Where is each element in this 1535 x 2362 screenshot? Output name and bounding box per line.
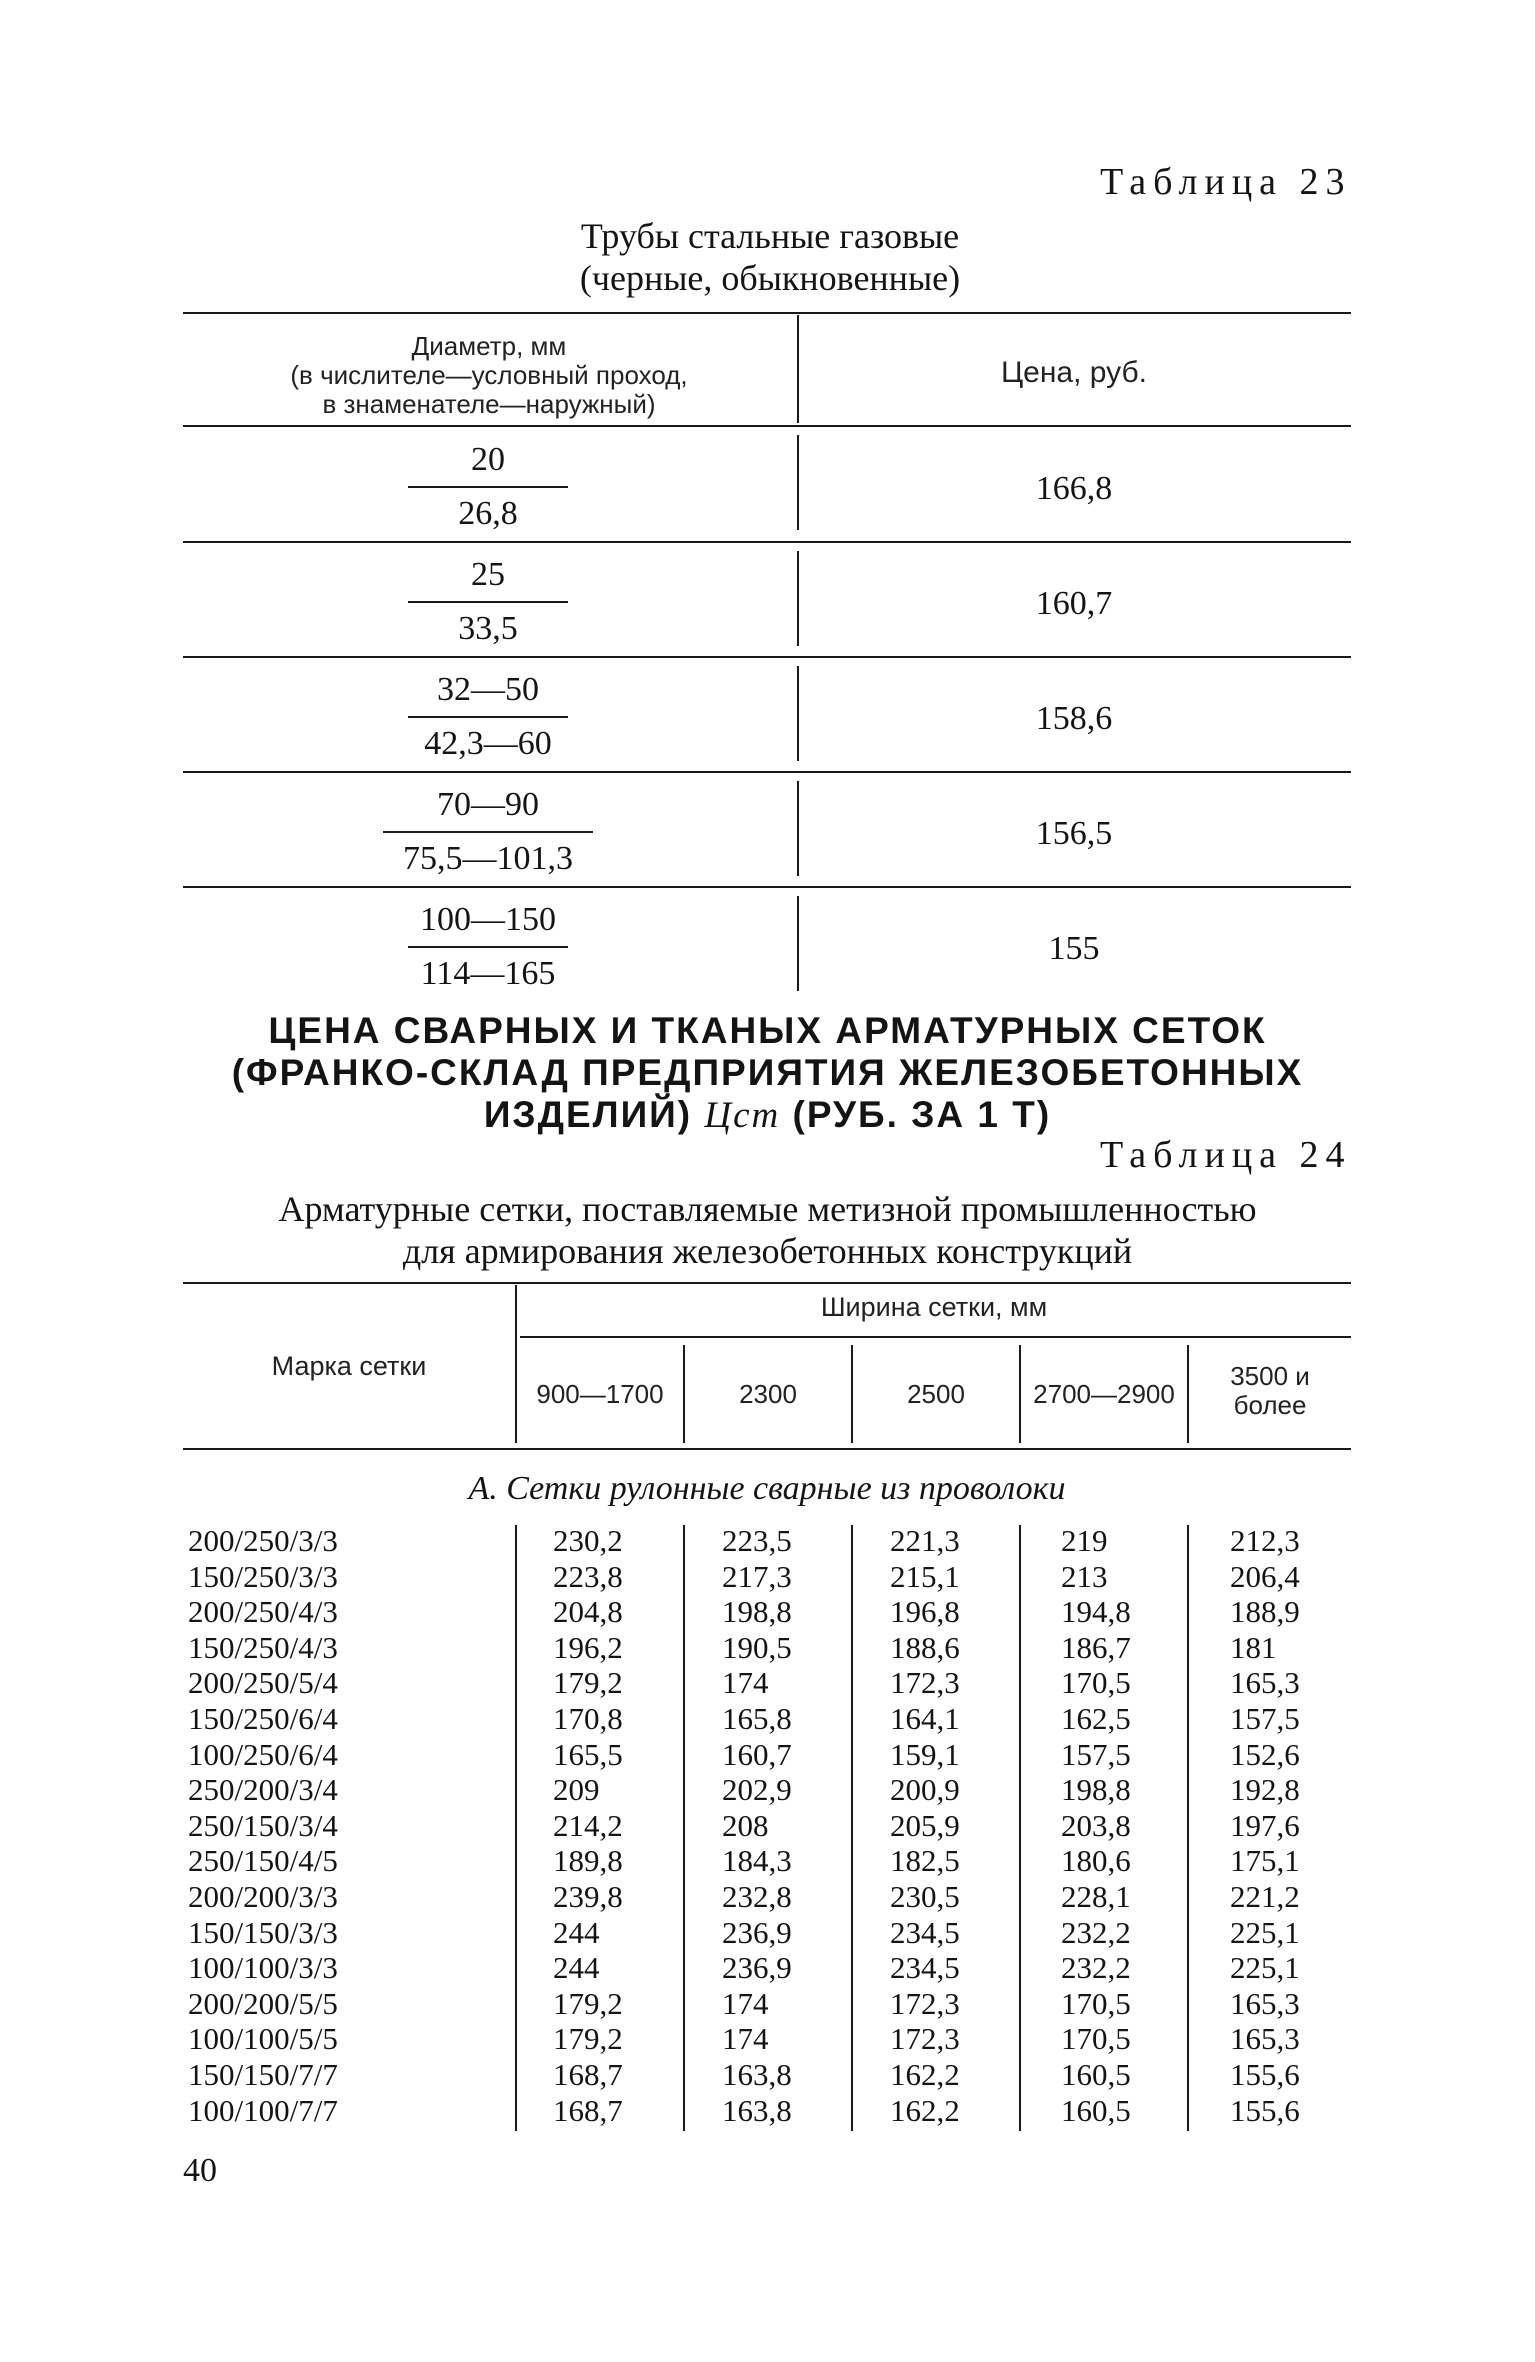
table-23-caption (460, 215, 1080, 299)
fraction-bar (408, 946, 568, 948)
price-cell: 228,1 (1061, 1879, 1131, 1914)
price-cell: 215,1 (890, 1558, 960, 1594)
column-separator (515, 1988, 517, 2025)
column-separator (515, 1739, 517, 1776)
price-cell: 230,2 (553, 1523, 623, 1558)
diameter-denominator: 114—165 (420, 955, 556, 992)
page-number: 40 (183, 2152, 217, 2189)
table-row (0, 2057, 1535, 2092)
price-cell: 239,8 (553, 1879, 623, 1914)
column-separator (515, 2095, 517, 2132)
section-heading-line3 (160, 1094, 1375, 1137)
table-23-row-rule (183, 656, 1351, 658)
column-separator (515, 2023, 517, 2060)
mesh-mark: 100/100/7/7 (188, 2092, 338, 2128)
fraction-bar (408, 601, 568, 603)
price-cell: 172,3 (890, 2021, 960, 2057)
column-separator (1187, 1881, 1189, 1918)
column-separator (683, 1952, 685, 1989)
column-separator (851, 1739, 853, 1776)
diameter-denominator: 75,5—101,3 (403, 840, 573, 877)
column-separator (515, 1952, 517, 1989)
table-row (0, 1879, 1535, 1914)
column-separator (1019, 1988, 1021, 2025)
price-cell: 230,5 (890, 1879, 960, 1914)
column-separator (1019, 2023, 1021, 2060)
column-separator (1019, 1667, 1021, 1704)
price-cell: 157,5 (1230, 1701, 1300, 1736)
price-cell: 170,5 (1061, 1985, 1131, 2021)
column-separator (851, 2059, 853, 2096)
column-separator (1187, 1845, 1189, 1882)
price-cell: 159,1 (890, 1736, 960, 1772)
price-cell: 188,6 (890, 1629, 960, 1665)
mesh-mark: 150/250/6/4 (188, 1701, 338, 1736)
price-cell: 168,7 (553, 2092, 623, 2128)
column-separator (515, 1561, 517, 1598)
table-row (0, 1559, 1535, 1594)
column-separator (1187, 1667, 1189, 1704)
price-cell: 188,9 (1230, 1594, 1300, 1630)
table-23-label: Таблица 23 (1100, 161, 1352, 203)
price-cell: 190,5 (722, 1629, 792, 1665)
column-separator (1019, 1561, 1021, 1598)
price-cell: 200,9 (890, 1772, 960, 1808)
price-cell: 170,5 (1061, 1665, 1131, 1701)
column-separator (515, 1917, 517, 1954)
column-separator (851, 1632, 853, 1669)
table-row (0, 1630, 1535, 1665)
price-cell: 157,5 (1061, 1736, 1131, 1772)
table-23-caption-line1: Трубы стальные газовые (580, 216, 960, 256)
column-separator (851, 1561, 853, 1598)
table-row (0, 1808, 1535, 1843)
price-cell: 160,5 (1061, 2092, 1131, 2128)
column-separator (1019, 1810, 1021, 1847)
column-separator (1019, 1703, 1021, 1740)
column-separator (683, 1917, 685, 1954)
table-23-row-rule (183, 541, 1351, 543)
column-separator (683, 1988, 685, 2025)
price-cell: 152,6 (1230, 1736, 1300, 1772)
column-separator (683, 1596, 685, 1633)
column-separator (851, 1774, 853, 1811)
column-separator (683, 1739, 685, 1776)
column-separator (683, 2059, 685, 2096)
price-cell: 232,8 (722, 1879, 792, 1914)
table-24-label: Таблица 24 (1100, 1134, 1352, 1176)
price-cell: 197,6 (1230, 1807, 1300, 1843)
column-separator (851, 1667, 853, 1704)
column-separator (683, 1703, 685, 1740)
table-23-row-rule (183, 886, 1351, 888)
mesh-mark: 150/250/3/3 (188, 1558, 338, 1594)
table-23-diameter-5 (378, 900, 598, 994)
mesh-mark: 150/150/3/3 (188, 1914, 338, 1950)
price-cell: 160,5 (1061, 2057, 1131, 2092)
column-separator (1019, 1596, 1021, 1633)
price-symbol: Цст (704, 1095, 781, 1136)
table-23-price-4: 156,5 (1035, 815, 1113, 852)
price-cell: 175,1 (1230, 1843, 1300, 1879)
header-diameter-line2: (в числителе—условный проход, (290, 360, 688, 390)
col-header-2700-2900: 2700—2900 (1033, 1379, 1175, 1409)
price-cell: 208 (722, 1807, 769, 1843)
price-cell: 202,9 (722, 1772, 792, 1808)
price-cell: 236,9 (722, 1914, 792, 1950)
table-row (0, 1737, 1535, 1772)
price-cell: 180,6 (1061, 1843, 1131, 1879)
table-23-diameter-4 (358, 785, 618, 879)
column-separator (1019, 1917, 1021, 1954)
column-separator (683, 2095, 685, 2132)
price-cell: 196,2 (553, 1629, 623, 1665)
column-separator (851, 1881, 853, 1918)
section-heading (160, 1010, 1375, 1137)
price-cell: 162,2 (890, 2092, 960, 2128)
price-cell: 223,8 (553, 1558, 623, 1594)
col-header-3500-line2: более (1233, 1390, 1307, 1420)
price-cell: 234,5 (890, 1914, 960, 1950)
column-separator (1187, 1774, 1189, 1811)
price-cell: 179,2 (553, 1985, 623, 2021)
table-row (0, 1523, 1535, 1558)
price-cell: 163,8 (722, 2057, 792, 2092)
column-separator (851, 2095, 853, 2132)
diameter-denominator: 33,5 (458, 610, 518, 647)
column-separator (1187, 2059, 1189, 2096)
mesh-mark: 150/250/4/3 (188, 1629, 338, 1665)
col-header-2500: 2500 (907, 1379, 965, 1409)
column-separator (1187, 1810, 1189, 1847)
price-cell: 221,2 (1230, 1879, 1300, 1914)
price-cell: 206,4 (1230, 1558, 1300, 1594)
column-separator (1019, 2095, 1021, 2132)
column-separator (683, 1561, 685, 1598)
column-separator (851, 1845, 853, 1882)
price-cell: 225,1 (1230, 1950, 1300, 1986)
table-24-caption-line1: Арматурные сетки, поставляемые метизной промышленностью (278, 1189, 1257, 1229)
price-cell: 163,8 (722, 2092, 792, 2128)
diameter-denominator: 42,3—60 (424, 725, 552, 762)
price-cell: 174 (722, 2021, 769, 2057)
price-cell: 172,3 (890, 1665, 960, 1701)
column-separator (1187, 1917, 1189, 1954)
column-separator (1187, 2095, 1189, 2132)
column-separator (851, 1988, 853, 2025)
table-23-diameter-2 (388, 555, 588, 649)
column-separator (515, 1881, 517, 1918)
column-separator (1187, 1525, 1189, 1562)
fraction-bar (383, 831, 593, 833)
column-separator (1187, 1596, 1189, 1633)
table-24-header-sub-rule (520, 1336, 1351, 1338)
price-cell: 165,8 (722, 1701, 792, 1736)
table-23-header-rule (183, 425, 1351, 427)
column-separator (1019, 1632, 1021, 1669)
column-separator (851, 1952, 853, 1989)
col-header-2300: 2300 (739, 1379, 797, 1409)
price-cell: 203,8 (1061, 1807, 1131, 1843)
column-separator (1187, 1561, 1189, 1598)
col-header-3500-plus (1189, 1362, 1351, 1420)
header-diameter-line3: в знаменателе—наружный) (322, 389, 656, 419)
column-separator (851, 1917, 853, 1954)
table-23-header-divider (797, 315, 799, 423)
price-cell: 165,5 (553, 1736, 623, 1772)
column-separator (515, 1596, 517, 1633)
diameter-numerator: 25 (471, 556, 505, 593)
table-row (0, 1950, 1535, 1985)
mesh-mark: 250/200/3/4 (188, 1772, 338, 1808)
column-separator (1019, 2059, 1021, 2096)
mesh-mark: 200/250/5/4 (188, 1665, 338, 1701)
section-heading-line2: (ФРАНКО-СКЛАД ПРЕДПРИЯТИЯ ЖЕЛЕЗОБЕТОННЫХ (231, 1052, 1304, 1093)
table-row (0, 2021, 1535, 2056)
table-24-caption (200, 1188, 1335, 1272)
fraction-bar (408, 486, 568, 488)
price-cell: 234,5 (890, 1950, 960, 1986)
column-separator (1187, 1703, 1189, 1740)
column-separator (851, 1810, 853, 1847)
col-header-3500-line1: 3500 и (1230, 1361, 1310, 1391)
price-cell: 182,5 (890, 1843, 960, 1879)
column-separator (683, 1632, 685, 1669)
price-cell: 232,2 (1061, 1914, 1131, 1950)
column-separator (1187, 1988, 1189, 2025)
column-separator (851, 1596, 853, 1633)
section-heading-line1: ЦЕНА СВАРНЫХ И ТКАНЫХ АРМАТУРНЫХ СЕТОК (268, 1010, 1267, 1051)
table-24-header-width: Ширина сетки, мм (820, 1292, 1048, 1322)
column-separator (1187, 1632, 1189, 1669)
price-cell: 223,5 (722, 1523, 792, 1558)
price-cell: 179,2 (553, 2021, 623, 2057)
column-separator (1187, 2023, 1189, 2060)
price-cell: 209 (553, 1772, 600, 1808)
mesh-mark: 200/250/3/3 (188, 1523, 338, 1558)
mesh-mark: 100/250/6/4 (188, 1736, 338, 1772)
mesh-mark: 200/200/5/5 (188, 1985, 338, 2021)
table-23-header-price: Цена, руб. (1000, 356, 1147, 389)
price-cell: 236,9 (722, 1950, 792, 1986)
mesh-mark: 250/150/4/5 (188, 1843, 338, 1879)
header-diameter-line1: Диаметр, мм (411, 331, 567, 361)
price-cell: 205,9 (890, 1807, 960, 1843)
mesh-mark: 100/100/3/3 (188, 1950, 338, 1986)
table-row (0, 1843, 1535, 1878)
price-cell: 165,3 (1230, 1665, 1300, 1701)
price-cell: 225,1 (1230, 1914, 1300, 1950)
mesh-mark: 200/250/4/3 (188, 1594, 338, 1630)
column-separator (515, 1774, 517, 1811)
price-cell: 214,2 (553, 1807, 623, 1843)
table-23-price-1: 166,8 (1035, 470, 1113, 507)
column-separator (515, 1525, 517, 1562)
column-separator (1019, 1881, 1021, 1918)
column-separator (1019, 1525, 1021, 1562)
column-separator (515, 1703, 517, 1740)
price-cell: 164,1 (890, 1701, 960, 1736)
price-cell: 162,5 (1061, 1701, 1131, 1736)
table-24-header-rule (183, 1448, 1351, 1450)
column-separator (1019, 1774, 1021, 1811)
price-cell: 174 (722, 1665, 769, 1701)
price-cell: 165,3 (1230, 2021, 1300, 2057)
price-cell: 170,5 (1061, 2021, 1131, 2057)
table-row (0, 1701, 1535, 1736)
price-cell: 217,3 (722, 1558, 792, 1594)
table-23-caption-line2: (черные, обыкновенные) (579, 258, 961, 298)
mesh-mark: 100/100/5/5 (188, 2021, 338, 2057)
column-separator (683, 1774, 685, 1811)
price-cell: 181 (1230, 1629, 1277, 1665)
table-row (0, 2093, 1535, 2128)
price-cell: 172,3 (890, 1985, 960, 2021)
price-cell: 186,7 (1061, 1629, 1131, 1665)
diameter-numerator: 70—90 (437, 786, 539, 823)
column-separator (1019, 1845, 1021, 1882)
table-24-header-mark: Марка сетки (271, 1351, 427, 1381)
price-cell: 162,2 (890, 2057, 960, 2092)
table-row (0, 1594, 1535, 1629)
table-23-price-3: 158,6 (1035, 700, 1113, 737)
column-separator (515, 2059, 517, 2096)
column-separator (683, 1810, 685, 1847)
column-separator (1187, 1739, 1189, 1776)
column-separator (683, 2023, 685, 2060)
price-cell: 194,8 (1061, 1594, 1131, 1630)
price-cell: 168,7 (553, 2057, 623, 2092)
table-23-price-5: 155 (1048, 930, 1100, 967)
column-separator (1019, 1739, 1021, 1776)
price-cell: 160,7 (722, 1736, 792, 1772)
price-cell: 204,8 (553, 1594, 623, 1630)
table-23-price-2: 160,7 (1035, 585, 1113, 622)
price-cell: 196,8 (890, 1594, 960, 1630)
table-23-diameter-1 (388, 440, 588, 534)
fraction-bar (408, 716, 568, 718)
price-cell: 189,8 (553, 1843, 623, 1879)
table-row (0, 1772, 1535, 1807)
table-row (0, 1915, 1535, 1950)
column-separator (515, 1845, 517, 1882)
diameter-numerator: 100—150 (420, 901, 556, 938)
column-separator (683, 1845, 685, 1882)
price-cell: 155,6 (1230, 2092, 1300, 2128)
price-cell: 155,6 (1230, 2057, 1300, 2092)
column-separator (683, 1881, 685, 1918)
column-separator (683, 1525, 685, 1562)
price-cell: 232,2 (1061, 1950, 1131, 1986)
price-cell: 198,8 (1061, 1772, 1131, 1808)
section-a-title: А. Сетки рулонные сварные из проволоки (468, 1470, 1066, 1507)
price-cell: 165,3 (1230, 1985, 1300, 2021)
price-cell: 174 (722, 1985, 769, 2021)
diameter-numerator: 20 (471, 441, 505, 478)
table-24-top-rule (183, 1282, 1351, 1284)
price-cell: 192,8 (1230, 1772, 1300, 1808)
table-row (0, 1665, 1535, 1700)
table-23-diameter-3 (368, 670, 608, 764)
heading-line3-start: ИЗДЕЛИЙ) (483, 1094, 693, 1135)
table-24-caption-line2: для армирования железобетонных конструкций (402, 1231, 1133, 1271)
col-header-900-1700: 900—1700 (536, 1379, 664, 1409)
column-separator (851, 1703, 853, 1740)
table-23-top-rule (183, 312, 1351, 314)
column-separator (515, 1810, 517, 1847)
column-separator (1187, 1952, 1189, 1989)
column-separator (515, 1667, 517, 1704)
table-row (0, 1986, 1535, 2021)
price-cell: 244 (553, 1950, 600, 1986)
price-cell: 219 (1061, 1523, 1108, 1558)
column-separator (1019, 1952, 1021, 1989)
table-23-header-diameter (183, 332, 795, 419)
price-cell: 212,3 (1230, 1523, 1300, 1558)
mesh-mark: 200/200/3/3 (188, 1879, 338, 1914)
price-cell: 198,8 (722, 1594, 792, 1630)
column-separator (683, 1667, 685, 1704)
diameter-numerator: 32—50 (437, 671, 539, 708)
diameter-denominator: 26,8 (458, 495, 518, 532)
table-23-row-rule (183, 771, 1351, 773)
heading-line3-end: (РУБ. ЗА 1 Т) (792, 1094, 1052, 1135)
mesh-mark: 250/150/3/4 (188, 1807, 338, 1843)
mesh-mark: 150/150/7/7 (188, 2057, 338, 2092)
column-separator (851, 2023, 853, 2060)
price-cell: 170,8 (553, 1701, 623, 1736)
price-cell: 179,2 (553, 1665, 623, 1701)
price-cell: 244 (553, 1914, 600, 1950)
price-cell: 221,3 (890, 1523, 960, 1558)
column-separator (851, 1525, 853, 1562)
price-cell: 184,3 (722, 1843, 792, 1879)
price-cell: 213 (1061, 1558, 1108, 1594)
column-separator (515, 1632, 517, 1669)
